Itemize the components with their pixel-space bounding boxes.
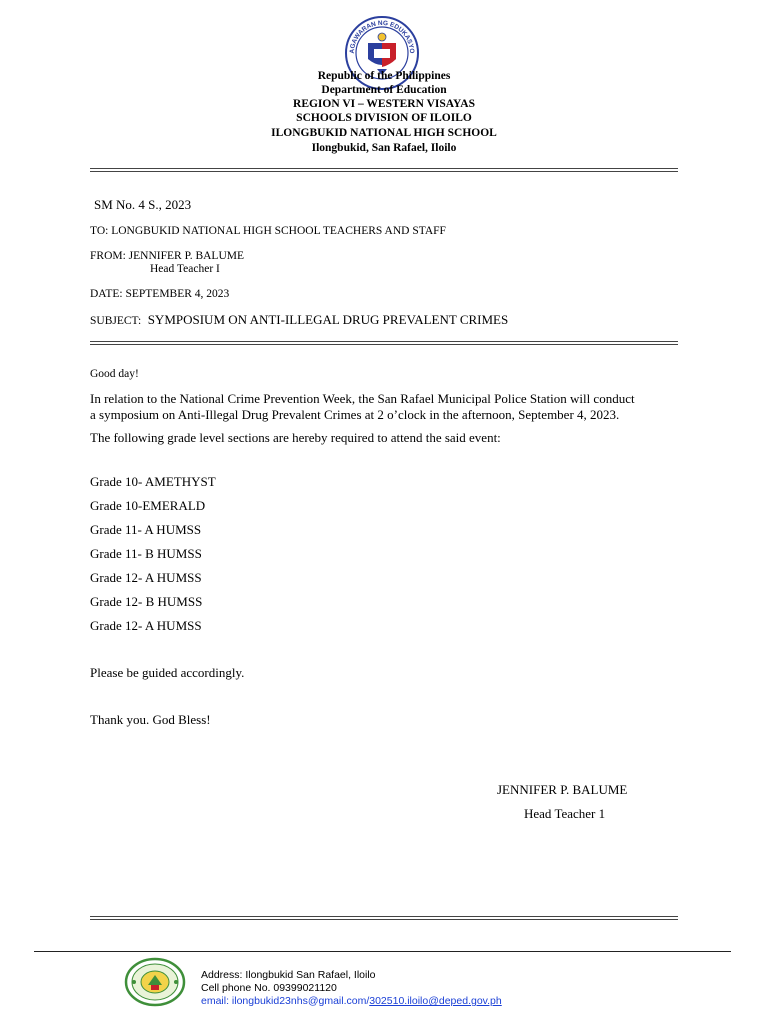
section-list-item: Grade 11- A HUMSS [90,522,202,537]
section-list-item: Grade 10- AMETHYST [90,474,216,489]
subject-text: SYMPOSIUM ON ANTI-ILLEGAL DRUG PREVALENT CRIMES [147,312,509,327]
paragraph-1-line-1: In relation to the National Crime Prevention Week, the San Rafael Municipal Police Station will conduct [90,391,635,406]
header-school: ILONGBUKID NATIONAL HIGH SCHOOL [271,127,497,139]
header-division: SCHOOLS DIVISION OF ILOILO [296,112,472,124]
memo-from-title: Head Teacher I [150,263,220,275]
paragraph-1-line-2: a symposium on Anti-Illegal Drug Prevalent Crimes at 2 o’clock in the afternoon, September 4, 2023. [90,407,620,422]
section-list-item: Grade 12- A HUMSS [90,570,202,585]
greeting: Good day! [90,368,139,380]
footer-phone: Cell phone No. 09399021120 [201,982,337,994]
memo-from: FROM: JENNIFER P. BALUME [90,250,244,262]
header-republic: Republic of the Philippines [317,70,451,82]
footer-email-prefix: email: ilongbukid23nhs@gmail.com/ [201,995,370,1007]
header-location: Ilongbukid, San Rafael, Iloilo [311,142,457,154]
memo-divider [90,341,678,345]
footer-email-row [201,995,502,1008]
footer-address: Address: Ilongbukid San Rafael, Iloilo [201,969,376,981]
thanks-note: Thank you. God Bless! [90,712,211,727]
header-department: Department of Education [321,84,447,96]
memo-to: TO: LONGBUKID NATIONAL HIGH SCHOOL TEACHERS AND STAFF [90,225,446,237]
subject-label: SUBJECT: [90,315,142,327]
memo-number: SM No. 4 S., 2023 [94,197,192,212]
section-list-item: Grade 12- B HUMSS [90,594,203,609]
header-divider [90,168,678,172]
header-region: REGION VI – WESTERN VISAYAS [293,98,475,110]
guided-note: Please be guided accordingly. [90,665,245,680]
memo-subject-row [90,312,508,329]
paragraph-2: The following grade level sections are hereby required to attend the said event: [90,430,501,445]
section-list-item: Grade 12- A HUMSS [90,618,202,633]
footer-email-link[interactable]: 302510.iloilo@deped.gov.ph [369,995,502,1007]
school-logo [124,957,186,1007]
signature-title: Head Teacher 1 [524,806,606,821]
seal-text: AGAWARAN NG EDUKASYO [348,19,416,54]
closing-divider [90,916,678,920]
footer-divider [34,951,731,952]
signature-name: JENNIFER P. BALUME [497,782,628,797]
memo-date: DATE: SEPTEMBER 4, 2023 [90,288,230,300]
section-list-item: Grade 11- B HUMSS [90,546,202,561]
section-list-item: Grade 10-EMERALD [90,498,206,513]
